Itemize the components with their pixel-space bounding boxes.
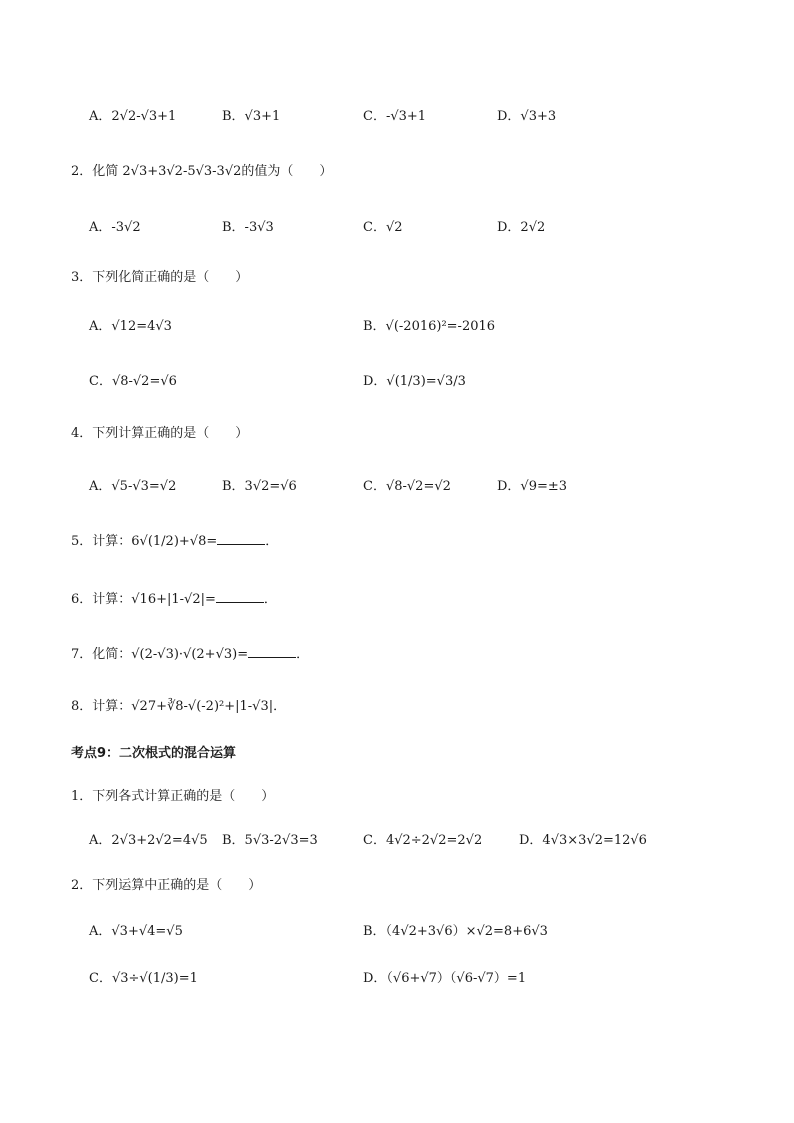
option-b[interactable]: B．√3+1 xyxy=(222,109,281,124)
option-d[interactable]: D．（√6+√7）（√6-√7）=1 xyxy=(363,971,527,986)
question-5-tail: ． xyxy=(265,534,279,549)
option-b[interactable]: B．5√3-2√3=3 xyxy=(222,833,318,848)
option-b[interactable]: B．-3√3 xyxy=(222,220,274,235)
option-c[interactable]: C．√2 xyxy=(363,220,403,235)
question-7 xyxy=(71,643,309,665)
answer-blank[interactable] xyxy=(217,530,265,545)
option-a[interactable]: A．√3+√4=√5 xyxy=(89,924,183,939)
option-c[interactable]: C．√8-√2=√6 xyxy=(89,374,177,389)
question-8: 8．计算：√27+∛8-√(-2)²+|1-√3|． xyxy=(71,699,287,714)
option-d[interactable]: D．√3+3 xyxy=(497,109,557,124)
question-5-text: 5．计算：6√(1/2)+√8= xyxy=(71,534,218,549)
question-7-text: 7．化简：√(2-√3)·√(2+√3)= xyxy=(71,647,249,662)
question-6-tail: ． xyxy=(263,592,277,607)
answer-blank[interactable] xyxy=(216,588,264,603)
option-a[interactable]: A．2√3+2√2=4√5 xyxy=(89,833,208,848)
option-b[interactable]: B．√(-2016)²=-2016 xyxy=(363,319,496,334)
option-c[interactable]: C．4√2÷2√2=2√2 xyxy=(363,833,483,848)
option-a[interactable]: A．√5-√3=√2 xyxy=(89,479,177,494)
option-a[interactable]: A．2√2-√3+1 xyxy=(89,109,177,124)
question-7-tail: ． xyxy=(296,647,310,662)
question-3: 3．下列化简正确的是（ ） xyxy=(71,270,249,285)
question-5 xyxy=(71,530,278,552)
option-c[interactable]: C．√3÷√(1/3)=1 xyxy=(89,971,198,986)
option-c[interactable]: C．√8-√2=√2 xyxy=(363,479,451,494)
section-heading: 考点9：二次根式的混合运算 xyxy=(71,746,237,761)
option-c[interactable]: C．-√3+1 xyxy=(363,109,427,124)
option-d[interactable]: D．√9=±3 xyxy=(497,479,568,494)
option-d[interactable]: D．√(1/3)=√3/3 xyxy=(363,374,466,389)
question-4: 4．下列计算正确的是（ ） xyxy=(71,426,249,441)
option-d[interactable]: D．2√2 xyxy=(497,220,546,235)
option-a[interactable]: A．√12=4√3 xyxy=(89,319,172,334)
option-a[interactable]: A．-3√2 xyxy=(89,220,141,235)
answer-blank[interactable] xyxy=(248,643,296,658)
question-2: 2．下列运算中正确的是（ ） xyxy=(71,878,262,893)
option-b[interactable]: B．（4√2+3√6）×√2=8+6√3 xyxy=(363,924,548,939)
question-6 xyxy=(71,588,277,610)
question-2: 2．化简 2√3+3√2-5√3-3√2的值为（ ） xyxy=(71,164,333,179)
question-6-text: 6．计算：√16+|1-√2|= xyxy=(71,592,216,607)
option-d[interactable]: D．4√3×3√2=12√6 xyxy=(519,833,647,848)
option-b[interactable]: B．3√2=√6 xyxy=(222,479,297,494)
question-1: 1．下列各式计算正确的是（ ） xyxy=(71,789,275,804)
